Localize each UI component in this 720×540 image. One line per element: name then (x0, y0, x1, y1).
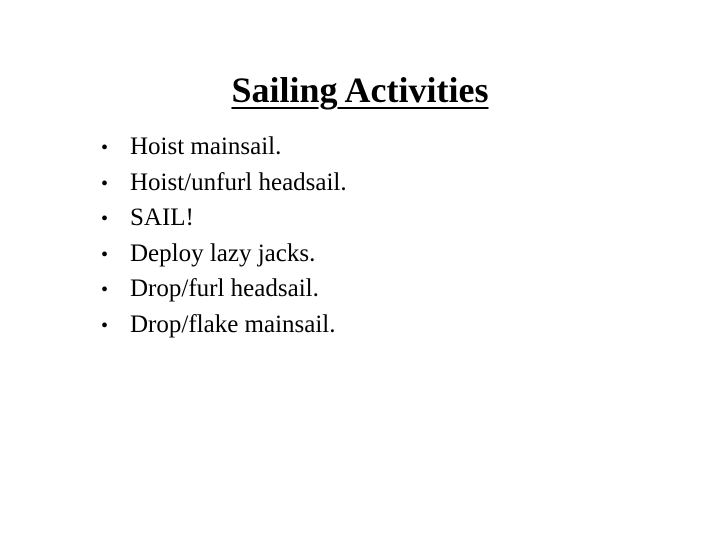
list-item (101, 271, 701, 307)
slide-title: Sailing Activities (231, 70, 489, 110)
list-item-text: Hoist/unfurl headsail. (130, 168, 347, 196)
slide-title-container (0, 66, 720, 114)
bullet-icon: • (101, 279, 109, 301)
list-item (101, 165, 701, 201)
list-item-text: Hoist mainsail. (130, 133, 282, 160)
list-item (101, 200, 701, 236)
list-item-text: Drop/flake mainsail. (130, 310, 336, 338)
list-item-text: SAIL! (130, 204, 194, 231)
bullet-icon: • (101, 172, 109, 195)
bullet-list (101, 129, 701, 342)
bullet-icon: • (101, 208, 109, 230)
list-item (101, 129, 701, 165)
list-item-text: Drop/furl headsail. (130, 275, 319, 302)
bullet-icon: • (101, 243, 109, 266)
bullet-icon: • (101, 137, 109, 159)
list-item-text: Deploy lazy jacks. (130, 239, 316, 267)
list-item (101, 307, 701, 343)
bullet-icon: • (101, 314, 109, 337)
list-item (101, 236, 701, 272)
